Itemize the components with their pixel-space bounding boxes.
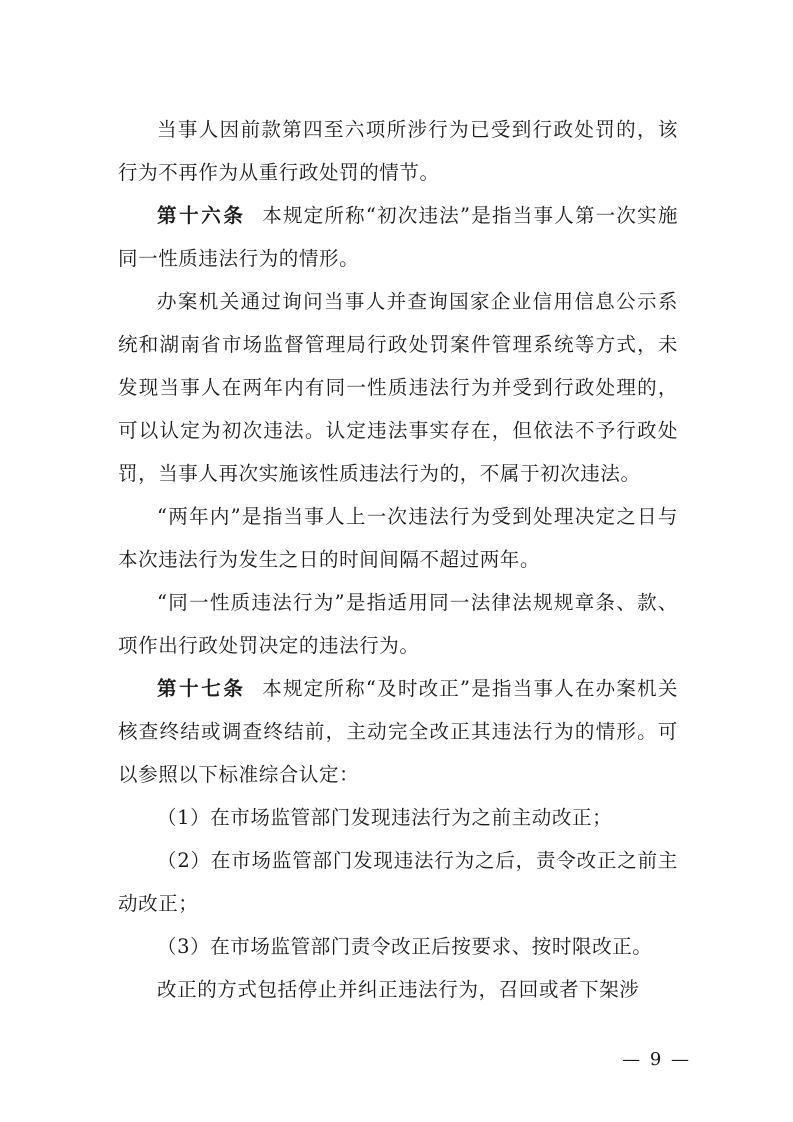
paragraph-text: （2）在市场监管部门发现违法行为之后，责令改正之前主动改正； <box>118 849 678 915</box>
paragraph-same-nature <box>118 581 678 667</box>
paragraph-text: 本规定所称“初次违法”是指当事人第一次实施同一性质违法行为的情形。 <box>118 204 678 270</box>
paragraph-text: “同一性质违法行为”是指适用同一法律法规规章条、款、项作出行政处罚决定的违法行为。 <box>118 591 678 657</box>
paragraph-article-17 <box>118 667 678 796</box>
paragraph-text: （3）在市场监管部门责令改正后按要求、按时限改正。 <box>157 935 653 958</box>
paragraph-item-2 <box>118 839 678 925</box>
article-heading: 第十六条 <box>157 204 246 227</box>
paragraph-text: （1）在市场监管部门发现违法行为之前主动改正； <box>157 806 613 829</box>
paragraph-prior-penalty <box>118 108 678 194</box>
paragraph-two-years <box>118 495 678 581</box>
paragraph-text: “两年内”是指当事人上一次违法行为受到处理决定之日与本次违法行为发生之日的时间间隔不超过两年。 <box>118 505 678 571</box>
paragraph-item-1 <box>118 796 678 839</box>
paragraph-article-16 <box>118 194 678 280</box>
paragraph-correction-methods <box>118 968 678 1011</box>
document-body <box>118 108 678 1011</box>
page-number: — 9 — <box>622 1049 691 1070</box>
paragraph-text: 改正的方式包括停止并纠正违法行为，召回或者下架涉 <box>157 978 640 1001</box>
paragraph-text: 当事人因前款第四至六项所涉行为已受到行政处罚的，该行为不再作为从重行政处罚的情节。 <box>118 118 678 184</box>
paragraph-text: 本规定所称“及时改正”是指当事人在办案机关核查终结或调查终结前，主动完全改正其违法行为的情形。可以参照以下标准综合认定： <box>118 677 678 786</box>
article-heading: 第十七条 <box>157 677 246 700</box>
paragraph-text: 办案机关通过询问当事人并查询国家企业信用信息公示系统和湖南省市场监督管理局行政处罚案件管理系统等方式，未发现当事人在两年内有同一性质违法行为并受到行政处理的，可以认定为初次违法。认定违法事实存在，但依法不予行政处罚，当事人再次实施该性质违法行为的，不属于初次违法。 <box>118 290 678 485</box>
paragraph-item-3 <box>118 925 678 968</box>
paragraph-inquiry-system <box>118 280 678 495</box>
